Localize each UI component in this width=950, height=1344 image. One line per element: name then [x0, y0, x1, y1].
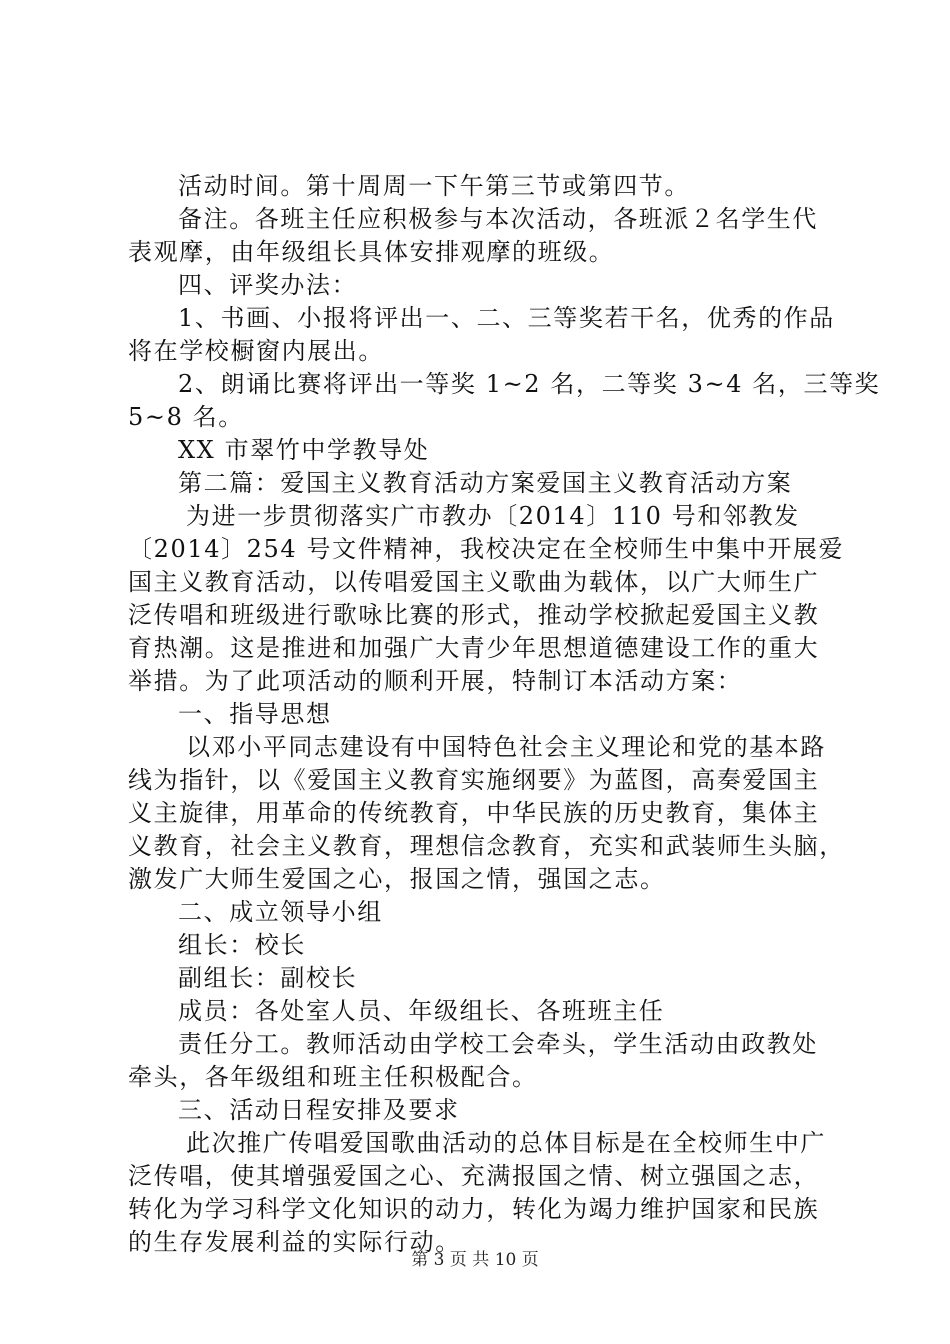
- text-line: 5~8 名。: [128, 403, 244, 431]
- text-line: 线为指针，以《爱国主义教育实施纲要》为蓝图，高奏爱国主: [128, 766, 820, 794]
- text-line: 二、成立领导小组: [178, 898, 383, 926]
- text-line: 转化为学习科学文化知识的动力，转化为竭力维护国家和民族: [128, 1195, 820, 1223]
- text-line: 副组长：副校长: [178, 964, 358, 992]
- text-line: 举措。为了此项活动的顺利开展，特制订本活动方案：: [128, 667, 743, 695]
- text-line: 以邓小平同志建设有中国特色社会主义理论和党的基本路: [186, 733, 826, 761]
- text-line: 义教育，社会主义教育，理想信念教育，充实和武装师生头脑，: [128, 832, 845, 860]
- text-line: 义主旋律，用革命的传统教育，中华民族的历史教育，集体主: [128, 799, 820, 827]
- text-line: 第二篇：爱国主义教育活动方案爱国主义教育活动方案: [178, 469, 793, 497]
- text-line: 活动时间。第十周周一下午第三节或第四节。: [178, 172, 690, 200]
- text-line: 育热潮。这是推进和加强广大青少年思想道德建设工作的重大: [128, 634, 820, 662]
- text-line: 国主义教育活动，以传唱爱国主义歌曲为载体，以广大师生广: [128, 568, 820, 596]
- text-line: 此次推广传唱爱国歌曲活动的总体目标是在全校师生中广: [186, 1129, 826, 1157]
- text-line: 表观摩，由年级组长具体安排观摩的班级。: [128, 238, 615, 266]
- text-line: 一、指导思想: [178, 700, 332, 728]
- text-line: 四、评奖办法：: [178, 271, 358, 299]
- text-line: 1、书画、小报将评出一、二、三等奖若干名，优秀的作品: [178, 304, 835, 332]
- text-line: 〔2014〕254 号文件精神，我校决定在全校师生中集中开展爱: [128, 535, 845, 563]
- text-line: 牵头，各年级组和班主任积极配合。: [128, 1063, 538, 1091]
- page-footer: 第 3 页 共 10 页: [411, 1250, 539, 1270]
- text-line: 2、朗诵比赛将评出一等奖 1~2 名，二等奖 3~4 名，三等奖: [178, 370, 881, 398]
- text-line: 泛传唱，使其增强爱国之心、充满报国之情、树立强国之志，: [128, 1162, 820, 1190]
- text-line: 备注。各班主任应积极参与本次活动，各班派２名学生代: [178, 205, 818, 233]
- document-body: [128, 170, 881, 1259]
- text-line: 为进一步贯彻落实广市教办〔2014〕110 号和邻教发: [186, 502, 800, 530]
- text-line: 成员：各处室人员、年级组长、各班班主任: [178, 997, 665, 1025]
- text-line: 将在学校橱窗内展出。: [128, 337, 384, 365]
- text-line: 激发广大师生爱国之心，报国之情，强国之志。: [128, 865, 666, 893]
- text-line: XX 市翠竹中学教导处: [178, 436, 430, 464]
- text-line: 责任分工。教师活动由学校工会牵头，学生活动由政教处: [178, 1030, 818, 1058]
- text-line: 泛传唱和班级进行歌咏比赛的形式，推动学校掀起爱国主义教: [128, 601, 820, 629]
- text-line: 的生存发展利益的实际行动。: [128, 1228, 461, 1256]
- text-line: 组长：校长: [178, 931, 306, 959]
- text-line: 三、活动日程安排及要求: [178, 1096, 460, 1124]
